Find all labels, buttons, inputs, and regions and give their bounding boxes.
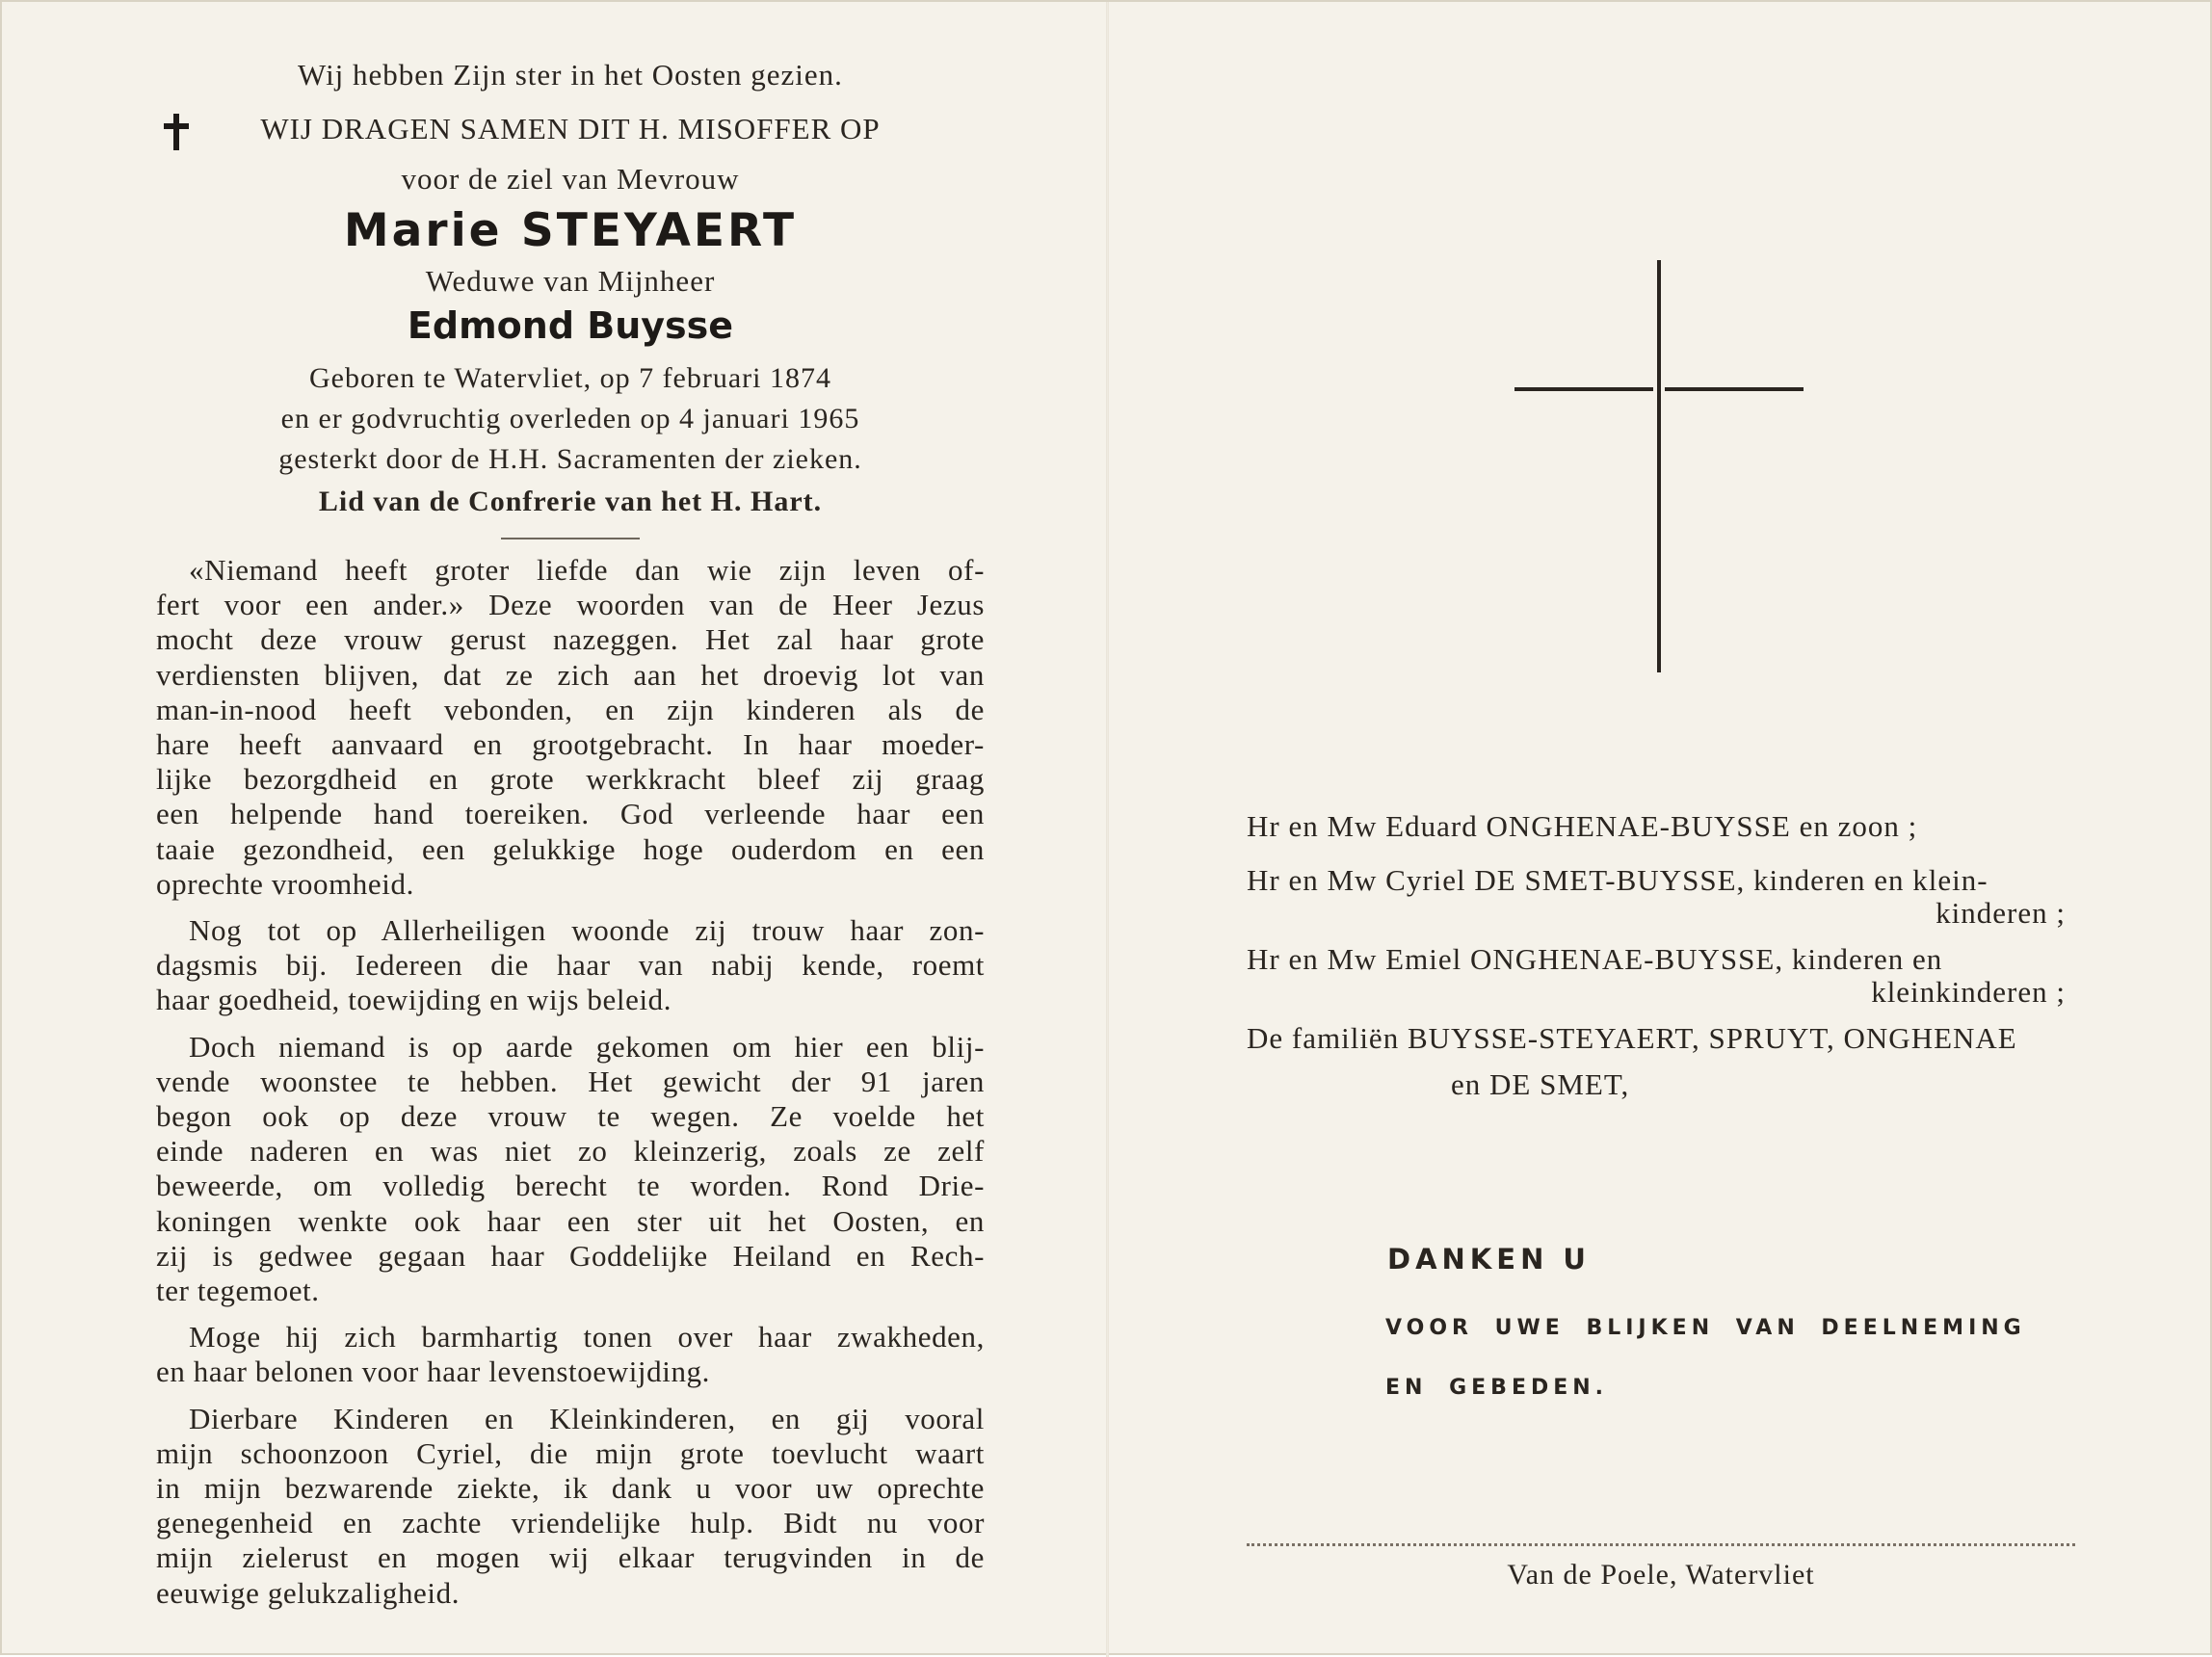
husband-name: Edmond Buysse — [407, 304, 734, 347]
text-line: vende woonstee te hebben. Het gewicht der 91 jaren — [156, 1064, 985, 1098]
paragraph-3 — [156, 1030, 985, 1309]
text-line: «Niemand heeft groter liefde dan wie zijn leven of- — [189, 553, 985, 587]
card-fold — [1106, 2, 1109, 1657]
text-line: een helpende hand toereiken. God verleende haar een — [156, 797, 985, 831]
text-line: lijke bezorgdheid en grote werkkracht bleef zij graag — [156, 762, 985, 797]
text-line: Moge hij zich barmhartig tonen over haar zwakheden, — [189, 1320, 985, 1355]
printer-credit: Van de Poele, Watervliet — [1507, 1559, 1815, 1591]
text-line: ter tegemoet. — [156, 1274, 320, 1308]
thanks-line-1: DANKEN U — [1387, 1243, 1591, 1276]
text-line: mocht deze vrouw gerust nazeggen. Het zal haar grote — [156, 622, 985, 657]
text-line: Dierbare Kinderen en Kleinkinderen, en gij vooral — [189, 1401, 985, 1435]
paragraph-5 — [156, 1402, 985, 1611]
large-cross-icon — [1514, 260, 1804, 672]
dotted-rule — [1247, 1543, 2075, 1546]
text-line: in mijn bezwarende ziekte, ik dank u voor uw oprechte — [156, 1471, 985, 1506]
header-line-3: voor de ziel van Mevrouw — [401, 162, 740, 196]
family-line-2b: kinderen ; — [1936, 896, 2066, 930]
widow-of: Weduwe van Mijnheer — [425, 264, 716, 298]
birth-line: Geboren te Watervliet, op 7 februari 1874 — [308, 362, 832, 394]
family-line-4b: en DE SMET, — [1451, 1067, 1630, 1101]
text-line: fert voor een ander.» Deze woorden van de Heer Jezus — [156, 588, 985, 622]
deceased-name: Marie STEYAERT — [343, 204, 798, 257]
family-line-1: Hr en Mw Eduard ONGHENAE-BUYSSE en zoon ; — [1247, 809, 1918, 843]
text-line: taaie gezondheid, een gelukkige hoge ouderdom en een — [156, 831, 985, 866]
family-line-2: Hr en Mw Cyriel DE SMET-BUYSSE, kinderen en klein- — [1247, 863, 1988, 897]
text-line: verdiensten blijven, dat ze zich aan het droevig lot van — [156, 657, 985, 692]
text-line: begon ook op deze vrouw te wegen. Ze voelde het — [156, 1099, 985, 1134]
text-line: mijn schoonzoon Cyriel, die mijn grote toevlucht waart — [156, 1435, 985, 1470]
text-line: haar goedheid, toewijding en wijs beleid. — [156, 983, 672, 1017]
text-line: genegenheid en zachte vriendelijke hulp. Bidt nu voor — [156, 1506, 985, 1540]
text-line: zij is gedwee gegaan haar Goddelijke Heiland en Rech- — [156, 1238, 985, 1273]
text-line: einde naderen en was niet zo kleinzerig, zoals ze zelf — [156, 1134, 985, 1169]
text-line: oprechte vroomheid. — [156, 866, 414, 901]
text-line: Nog tot op Allerheiligen woonde zij trouw haar zon- — [189, 913, 985, 948]
thanks-line-3: EN GEBEDEN. — [1385, 1376, 1609, 1400]
paragraph-1 — [156, 553, 985, 902]
thanks-line-2: VOOR UWE BLIJKEN VAN DEELNEMING — [1385, 1316, 2026, 1340]
text-line: Doch niemand is op aarde gekomen om hier een blij- — [189, 1029, 985, 1064]
family-line-3b: kleinkinderen ; — [1871, 975, 2066, 1009]
text-line: eeuwige gelukzaligheid. — [156, 1575, 461, 1610]
text-line: beweerde, om volledig berecht te worden. Rond Drie- — [156, 1169, 985, 1203]
sacraments-line: gesterkt door de H.H. Sacramenten der zieken. — [278, 443, 862, 475]
text-line: man-in-nood heeft vebonden, en zijn kinderen als de — [156, 692, 985, 726]
header-line-2: WIJ DRAGEN SAMEN DIT H. MISOFFER OP — [260, 112, 881, 145]
text-line: en haar belonen voor haar levenstoewijding. — [156, 1355, 710, 1389]
divider — [501, 538, 640, 539]
family-line-3: Hr en Mw Emiel ONGHENAE-BUYSSE, kinderen en — [1247, 942, 1943, 976]
family-line-4: De familiën BUYSSE-STEYAERT, SPRUYT, ONGHENAE — [1247, 1021, 2017, 1055]
confraternity-line: Lid van de Confrerie van het H. Hart. — [318, 486, 823, 517]
text-line: hare heeft aanvaard en grootgebracht. In haar moeder- — [156, 727, 985, 762]
text-line: koningen wenkte ook haar een ster uit het Oosten, en — [156, 1203, 985, 1238]
death-line: en er godvruchtig overleden op 4 januari 1965 — [280, 403, 860, 434]
memorial-text — [156, 553, 985, 1611]
paragraph-4 — [156, 1320, 985, 1389]
header-line-1: Wij hebben Zijn ster in het Oosten gezien. — [298, 58, 843, 92]
text-line: mijn zielerust en mogen wij elkaar terugvinden in de — [156, 1540, 985, 1575]
paragraph-2 — [156, 913, 985, 1018]
text-line: dagsmis bij. Iedereen die haar van nabij kende, roemt — [156, 948, 985, 983]
